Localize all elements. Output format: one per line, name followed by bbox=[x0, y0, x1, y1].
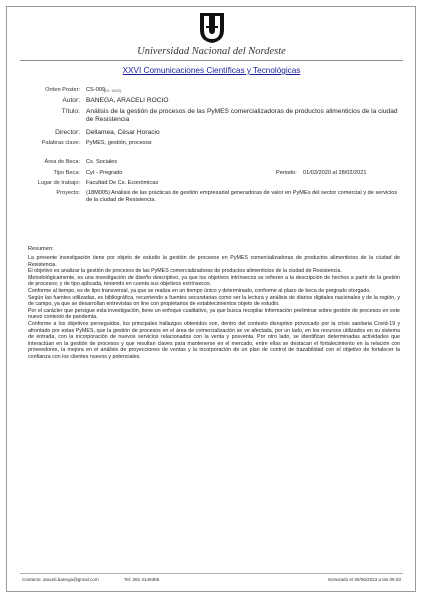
project-value: (18M005) Análisis de las prácticas de gestión empresarial generadoras de valor en PyMEs del sector comercial y de servicios de la ciudad de Resistencia. bbox=[86, 190, 398, 203]
order-value: CS-009 bbox=[86, 87, 105, 93]
period-label: Periodo: bbox=[276, 170, 297, 176]
order-label: Orden Poster: bbox=[45, 87, 80, 93]
summary-paragraph: El objetivo es analizar la gestión de procesos de las PyMES comercializadoras de productos alimenticios de la ciudad de Resistencia. bbox=[28, 268, 342, 275]
area-label: Área de Beca: bbox=[44, 159, 80, 165]
project-label: Proyecto: bbox=[56, 190, 80, 196]
author-value: BANEGA, ARACELI ROCIO bbox=[86, 97, 169, 104]
workplace-value: Facultad De Cs. Económicas bbox=[86, 180, 159, 186]
footer-contact: Contacto: araceli.banega@gmail.com bbox=[22, 577, 99, 582]
summary-paragraph: Según las fuentes utilizadas, es bibliográfica, recurriendo a fuentes secundarias como ser la lectura y análisis de diarios digitales nacionales y de la región, y de campo, ya que se desarrollan entrevistas on line con propietarios de establecimientos objeto de estudio. bbox=[28, 294, 400, 308]
footer-divider bbox=[20, 573, 403, 574]
workplace-label: Lugar de trabajo: bbox=[37, 180, 80, 186]
summary-paragraph: Conforme a los objetivos perseguidos, los principales hallazgos obtenidos son, dentro del contexto disruptivo provocado por la crisis sanitaria Covid-19 y afrontado por estas PyMES, que la gestión de procesos en el área de comercialización se ve afectada, por un lado, en los recursos utilizados en su sistema de entrada, con la incorporación de nuevos servicios relacionados con la venta y posventa. Por otro lado, se identifican determinadas actividades que interactúan en la gestión de procesos y que resultan claves para mantenerse en el mercado, entre ellas se destacan el fortalecimiento en la relación con proveedores, la mejora en el análisis de proyecciones de ventas y la incorporación de un plan de control de trazabilidad con el objetivo de fortalecer la confianza con los clientes nuevos y potenciales. bbox=[28, 320, 400, 360]
footer-phone: Tel: 362 4149385 bbox=[124, 577, 160, 582]
area-value: Cs. Sociales bbox=[86, 159, 118, 165]
conference-title: XXVI Comunicaciones Científicas y Tecnológicas bbox=[122, 66, 301, 75]
footer-generated: Generado el 30/06/2023 a las 09:33 bbox=[327, 577, 401, 582]
summary-paragraph: Metodológicamente, es una investigación de diseño descriptivo, ya que los objetivos intrínsecos se refieren a la descripción de hechos a partir de la gestión de procesos; y de tipo aplicada, teniendo en cuenta sus objetivos extrínsecos. bbox=[28, 274, 400, 288]
period-value: 01/03/2020 al 28/02/2021 bbox=[303, 170, 367, 176]
type-label: Tipo Beca: bbox=[53, 170, 80, 176]
director-label: Director: bbox=[55, 129, 80, 136]
university-logo-icon bbox=[195, 10, 229, 44]
type-value: Cyt - Pregrado bbox=[86, 170, 123, 176]
summary-body bbox=[28, 255, 400, 361]
header-divider bbox=[20, 60, 403, 61]
director-value: Dellamea, César Horacio bbox=[86, 129, 160, 136]
summary-paragraph: Conforme al tiempo, es de tipo transversal, ya que se realiza en un tiempo único y determinado, conforme al plazo de beca de pregrado otorgado. bbox=[28, 287, 371, 294]
university-name: Universidad Nacional del Nordeste bbox=[137, 46, 286, 57]
keywords-label: Palabras clave: bbox=[41, 140, 80, 146]
summary-paragraph: La presente investigación tiene por objeto de estudio la gestión de procesos en PyMES comercializadoras de productos alimenticios de la ciudad de Resistencia. bbox=[28, 255, 400, 268]
summary-paragraph: Por el carácter que persigue esta investigación, tiene un enfoque cualitativo, ya que busca recopilar información preliminar sobre gestión de procesos en este nuevo contexto de pandemia. bbox=[28, 307, 400, 321]
summary-heading: Resumen: bbox=[28, 246, 54, 252]
order-id: (ID: 1903) bbox=[104, 89, 121, 93]
author-label: Autor: bbox=[62, 97, 80, 104]
title-value: Análisis de la gestión de procesos de las PyMES comercializadoras de productos alimenticios de la ciudad de Resistencia bbox=[86, 108, 398, 123]
title-label: Título: bbox=[61, 108, 80, 115]
keywords-value: PyMES, gestión, procesos bbox=[86, 140, 152, 146]
